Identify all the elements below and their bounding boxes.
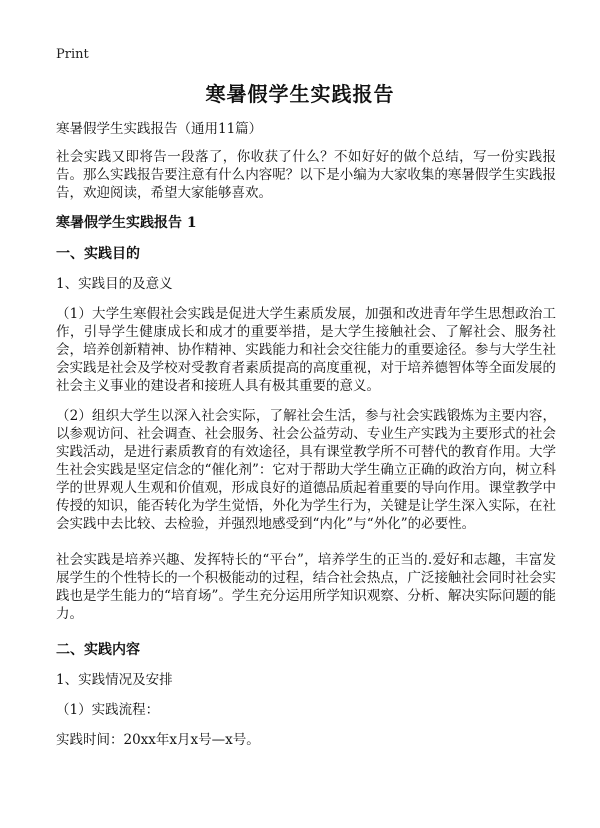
page-title: 寒暑假学生实践报告 bbox=[205, 82, 395, 106]
intro-paragraph: 社会实践又即将告一段落了，你收获了什么？不如好好的做个总结，写一份实践报告。那么实践报告要注意有什么内容呢？以下是小编为大家收集的寒暑假学生实践报告，欢迎阅读，希望大家能够喜欢。 bbox=[56, 149, 556, 201]
paragraph-2: （2）组织大学生以深入社会实际，了解社会生活，参与社会实践锻炼为主要内容，以参观访问、社会调查、社会服务、社会公益劳动、专业生产实践为主要形式的社会实践活动，是进行素质教育的有效途径，具有课堂教学所不可替代的教育作用。大学生社会实践是坚定信念的“催化剂”：它对于帮助大学生确立正确的政治方向，树立科学的世界观人生观和价值观，形成良好的道德品质起着重要的导向作用。课堂教学中传授的知识，能否转化为学生觉悟，外化为学生行为，关键是让学生深入实际，在社会实践中去比较、去检验，并强烈地感受到“内化”与“外化”的必要性。 bbox=[56, 408, 556, 532]
practice-time: 实践时间：20xx年x月x号—x号。 bbox=[56, 732, 260, 748]
heading-practice-content: 二、实践内容 bbox=[56, 642, 140, 658]
subheading-arrangement: 1、实践情况及安排 bbox=[56, 672, 173, 688]
heading-practice-purpose: 一、实践目的 bbox=[56, 246, 140, 262]
paragraph-3: 社会实践是培养兴趣、发挥特长的“平台”，培养学生的正当的.爱好和志趣，丰富发展学生的个性特长的一个积极能动的过程，结合社会热点，广泛接触社会同时社会实践也是学生能力的“培育场”。学生充分运用所学知识观察、分析、解决实际问题的能力。 bbox=[56, 552, 556, 622]
subheading-process: （1）实践流程： bbox=[56, 702, 160, 718]
paragraph-1: （1）大学生寒假社会实践是促进大学生素质发展，加强和改进青年学生思想政治工作，引导学生健康成长和成才的重要举措，是大学生接触社会、了解社会、服务社会，培养创新精神、协作精神、实践能力和社会交往能力的重要途径。参与大学生社会实践是社会及学校对受教育者素质提高的高度重视，对于培养德智体等全面发展的社会主义事业的建设者和接班人具有极其重要的意义。 bbox=[56, 306, 556, 394]
document-body bbox=[56, 120, 556, 761]
document-subtitle: 寒暑假学生实践报告（通用11篇） bbox=[56, 121, 263, 137]
subheading-purpose-meaning: 1、实践目的及意义 bbox=[56, 276, 173, 292]
print-link[interactable]: Print bbox=[56, 47, 89, 62]
section-title: 寒暑假学生实践报告 1 bbox=[56, 215, 197, 231]
